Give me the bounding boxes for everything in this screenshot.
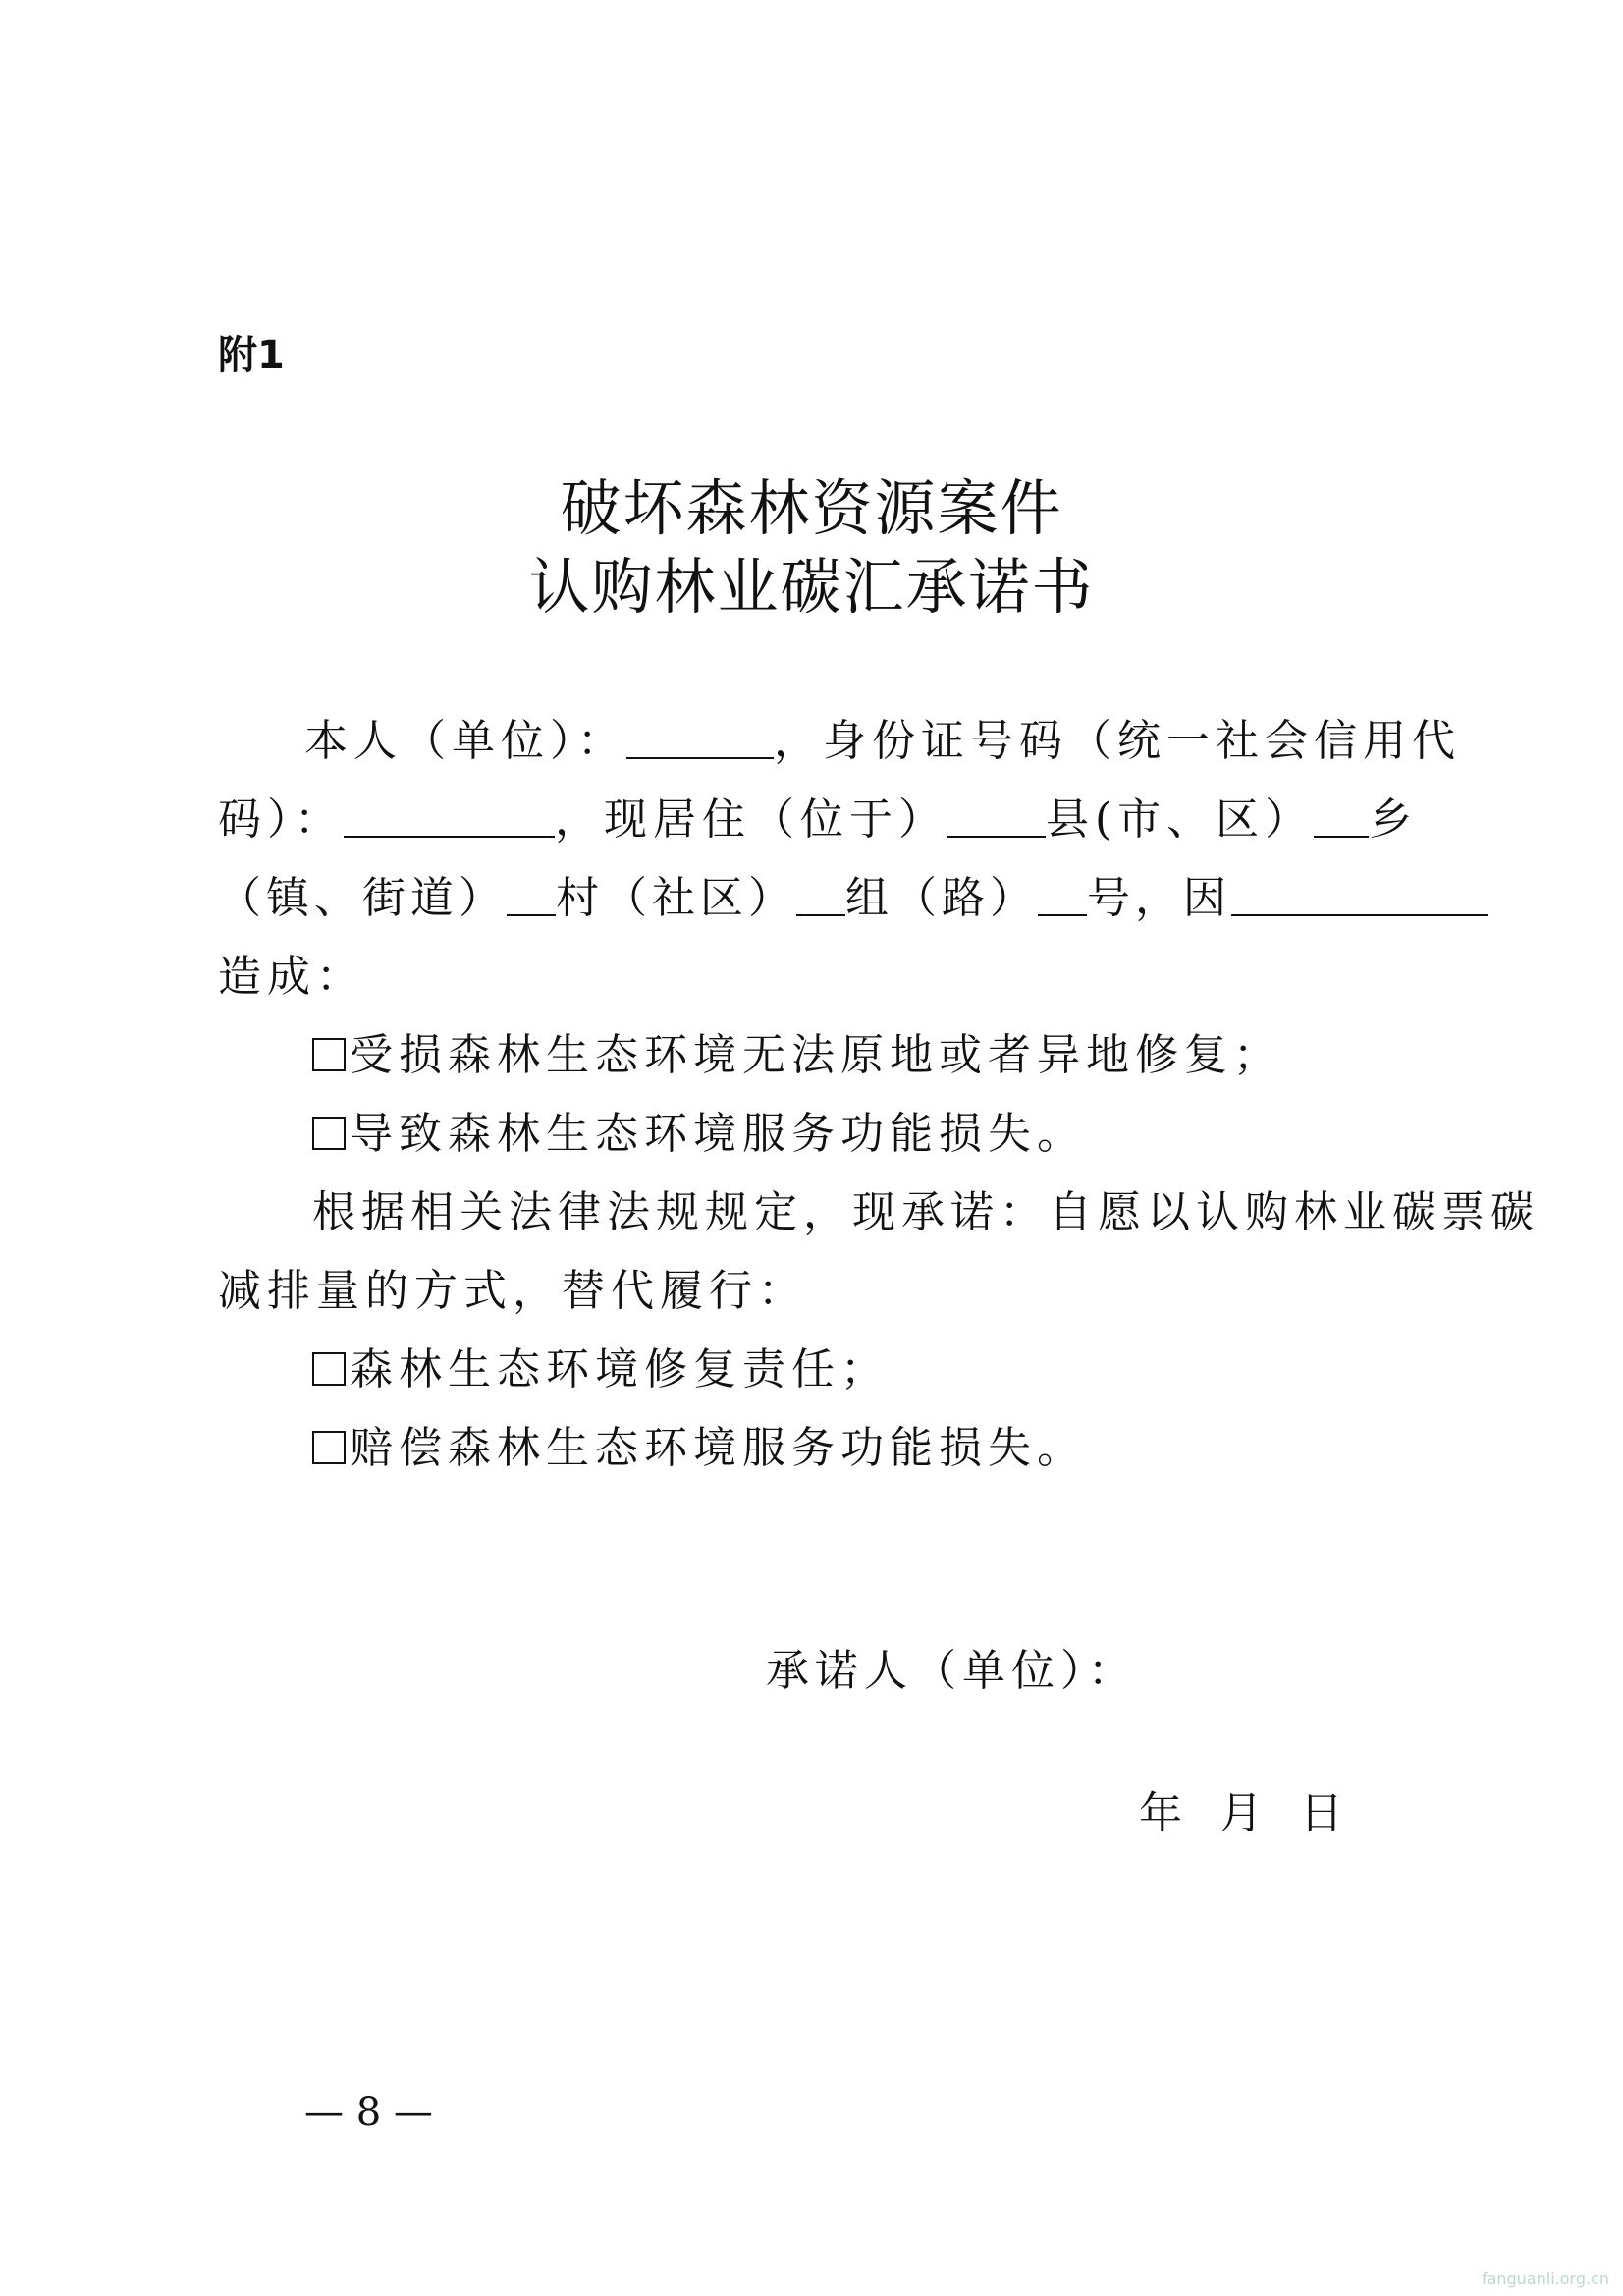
signature-label: 承诺人（单位）： <box>766 1646 1137 1696</box>
checkbox-4[interactable] <box>312 1431 346 1464</box>
page-number: — 8 — <box>304 2090 433 2135</box>
text-segment: ，现居住（位于） <box>555 794 947 845</box>
date-year: 年 <box>1139 1788 1182 1838</box>
village-blank[interactable] <box>507 875 556 916</box>
document-title-line2: 认购林业碳汇承诺书 <box>528 551 1095 623</box>
option-item-1 <box>312 1019 1282 1082</box>
county-blank[interactable] <box>947 796 1046 838</box>
township-blank[interactable] <box>1314 796 1369 838</box>
group-blank[interactable] <box>796 875 845 916</box>
name-blank[interactable] <box>626 718 774 759</box>
checkbox-1[interactable] <box>312 1038 346 1071</box>
option-label: 森林生态环境修复责任； <box>350 1344 890 1394</box>
checkbox-3[interactable] <box>312 1352 346 1386</box>
text-segment: 号，因 <box>1087 873 1231 923</box>
date-day: 日 <box>1300 1788 1343 1838</box>
paragraph-line-6: 减排量的方式，替代履行： <box>218 1266 807 1316</box>
checkbox-2[interactable] <box>312 1117 346 1150</box>
house-number-blank[interactable] <box>1038 875 1087 916</box>
option-label: 导致森林生态环境服务功能损失。 <box>350 1109 1086 1159</box>
paragraph-line-1 <box>304 705 1461 768</box>
paragraph-line-2 <box>218 784 1418 847</box>
option-item-4 <box>312 1412 1086 1475</box>
option-item-3 <box>312 1334 890 1396</box>
watermark: fanguanli.org.cn <box>1481 2269 1609 2288</box>
text-segment: 村（社区） <box>556 873 796 923</box>
text-segment: 码）： <box>218 794 344 845</box>
cause-blank[interactable] <box>1231 875 1488 916</box>
option-label: 赔偿森林生态环境服务功能损失。 <box>350 1423 1086 1473</box>
id-number-blank[interactable] <box>344 796 555 838</box>
paragraph-line-5: 根据相关法律法规规定，现承诺：自愿以认购林业碳票碳 <box>312 1187 1540 1237</box>
text-segment: 县(市、区） <box>1046 794 1315 845</box>
paragraph-line-4: 造成： <box>218 952 365 1002</box>
document-title-line1: 破坏森林资源案件 <box>560 472 1063 544</box>
text-segment: ，身份证号码（统一社会信用代 <box>774 716 1461 766</box>
text-segment: 本人（单位）： <box>304 716 626 766</box>
paragraph-line-3 <box>218 862 1488 925</box>
annex-label: 附1 <box>218 333 285 378</box>
text-segment: 组（路） <box>845 873 1038 923</box>
date-line <box>1139 1777 1380 1840</box>
text-segment: 乡 <box>1369 794 1419 845</box>
option-label: 受损森林生态环境无法原地或者异地修复； <box>350 1030 1282 1080</box>
option-item-2 <box>312 1098 1086 1161</box>
text-segment: （镇、街道） <box>218 873 507 923</box>
date-month: 月 <box>1219 1788 1263 1838</box>
